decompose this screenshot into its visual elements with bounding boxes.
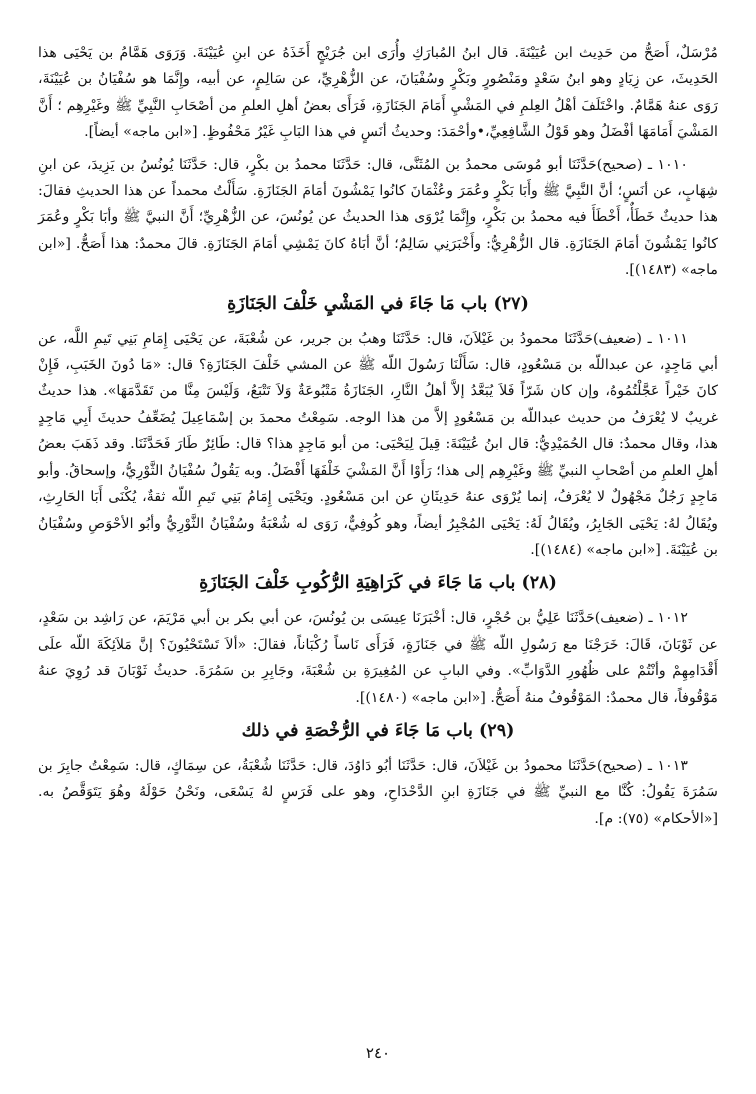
- paragraph-hadith-1012: ١٠١٢ ـ (ضعيف)حَدَّثَنَا عَلِيُّ بن حُجْرٍ، قال: أخْبَرَنَا عِيسَى بن يُونُسَ، عن أبي بكر بن أبي مَرْيَمَ، عن رَاشِد بن سَعْدٍ، عن ثَوْبَانَ، قَالَ: خَرَجْنَا مع رَسُولِ اللّه ﷺ في جَنَازَةٍ، فَرَأَى نَاساً رُكْبَاناً، فقالَ: «ألاَ تَسْتَحْيُونَ؟ إنَّ مَلاَئِكَةَ اللّه علَى أَقْدَامِهِمْ وأنْتُمْ على ظُهُورِ الدَّوَابِّ». وفي البابِ عن المُغِيرَةِ بن شُعْبَةَ، وجَابِرِ بن سَمُرَةَ. حديثُ ثَوْبَانَ قد رُوِيَ عنهُ مَوْقُوفاً، قال محمدٌ: المَوْقُوفُ منهُ أَصَحُّ. [«ابن ماجه» (١٤٨٠)].: [38, 610, 718, 706]
- paragraph-hadith-1011: ١٠١١ ـ (ضعيف)حَدَّثَنَا محمودُ بن غَيْلاَنَ، قال: حَدَّثَنَا وهبُ بن جرير، عن شُعْبَةَ، عن يَحْيَى إِمَامِ بَنِي تَيمِ اللَّه، عن أبي مَاجِدٍ، عن عبداللّه بن مَسْعُودٍ، قال: سَأَلْنَا رَسُولَ اللّه ﷺ عن المشي خَلْفَ الجَنَازَةِ؟ قال: «مَا دُونَ الخَبَبِ، فَإِنْ كانَ خَيْراً عَجَّلْتُمُوهُ، وإن كان شَرّاً فَلاَ يُبَعَّدُ إلاَّ أهلُ النَّارِ، الجَنَازَةُ مَتْبُوعَةٌ وَلاَ تَتْبَعُ، وَلَيْسَ مِنَّا من تَقَدَّمَهَا». هذا حديثٌ غريبٌ لا يُعْرَفُ من حديث عبداللّه بن مَسْعُودٍ إلاَّ من هذا الوجه. سَمِعْتُ محمدَ بن إسْمَاعِيلَ يُضَعِّفُ حديثَ أَبِي مَاجِدٍ هذا، وقال محمدٌ: قال الحُمَيْدِيُّ: قال ابنُ عُيَيْنَةَ: قِيلَ لِيَحْيَى: من أبو مَاجِدٍ هذا؟ قال: طَائِرٌ طَارَ فَحَدَّثَنَا. وقد ذَهَبَ بعضُ أهلِ العلمِ من أصْحابِ النبيِّ ﷺ وغَيْرِهِم إلى هذا؛ رَأَوْا أَنَّ المَشْيَ خَلْفَهَا أَفْضَلُ. وبه يَقُولُ سُفْيَانُ الثَّوْرِيُّ، وإسحاقُ. وأبو مَاجِدٍ رَجُلٌ مَجْهُولٌ لا يُعْرَفُ، إنما يُرْوَى عنهُ حَدِيثَانِ عن ابن مَسْعُودٍ. ويَحْيَى إِمَامُ بَنِي تَيمِ اللّه ثقةٌ، يُكْنَى أَبَا الحَارِثِ، ويُقَالُ لهُ: يَحْيَى الجَابِرُ، ويُقَالُ لَهُ: يَحْيَى المُجْبِرُ أيضاً، وهو كُوفِيٌّ، رَوَى له شُعْبَةُ وسُفْيَانُ الثَّوْرِيُّ وأبُو الأحْوَصِ وسُفْيَانُ بن عُيَيْنَةَ. [«ابن ماجه» (١٤٨٤)].: [38, 330, 718, 558]
- paragraph-hadith-1009-continued: مُرْسَلٌ، أَصَحُّ من حَدِيث ابن عُيَيْنَةَ. قال ابنُ المُبارَكِ وأُرَى ابن جُرَيْجٍ أَخَذَهُ عن ابنِ عُيَيْنَةَ. وَرَوَى هَمَّامُ بن يَحْيَى هذا الحَدِيثَ، عن زِيَادٍ وهو ابنُ سَعْدٍ ومَنْصُورٍ وبَكْرٍ وسُفْيَانَ، عن الزُّهْرِيِّ، عن سَالِمٍ، عن أبيه، وإِنَّمَا هو سُفْيَانُ بن عُيَيْنَةَ، رَوَى عنهُ هَمَّامٌ. واخْتَلَفَ أهْلُ العِلمِ في المَشْيِ أَمَامَ الجَنَازَةِ، فَرَأَى بعضُ أهلِ العلمِ من أصْحَابِ النَّبِيِّ ﷺ وغَيْرِهِم ؛ أَنَّ المَشْيَ أَمَامَهَا أفْضَلُ وهو قَوْلُ الشَّافِعِيِّ،•وأحْمَدَ: وحديثُ أنَسٍ في هذا البَابِ غَيْرُ مَحْفُوظٍ. [«ابن ماجه» أيضاً].: [38, 45, 718, 141]
- page-content: [38, 40, 718, 832]
- page-number: ٢٤٠: [365, 1044, 391, 1062]
- chapter-heading-29: (٢٩) باب مَا جَاءَ في الرُّخْصَةِ في ذلك: [241, 720, 515, 741]
- chapter-heading-28: (٢٨) باب مَا جَاءَ في كَرَاهِيَةِ الرُّكُوبِ خَلْفَ الجَنَازَةِ: [199, 573, 557, 594]
- paragraph-hadith-1010: ١٠١٠ ـ (صحيح)حَدَّثَنَا أبو مُوسَى محمدُ بن المُثَنَّى، قال: حَدَّثَنَا محمدُ بن بكْرٍ، قال: حَدَّثَنَا يُونُسُ بن يَزِيدَ، عن ابنِ شِهَابٍ، عن أنَسٍ؛ أنَّ النَّبِيَّ ﷺ وأَبَا بَكْرٍ وعُمَرَ وعُثْمَانَ كانُوا يَمْشُونَ أمَامَ الجَنَازَةِ. سَأَلْتُ محمداً عن هذا الحديثِ فقالَ: هذا حديثٌ خَطَأٌ، أَخْطَأَ فيه محمدُ بن بَكْرٍ، وإِنَّمَا يُرْوَى هذا الحديثُ عن يُونُسَ، عن الزُّهْرِيِّ؛ أَنَّ النبيَّ ﷺ وأبَا بَكْرٍ وعُمَرَ كانُوا يَمْشُونَ أمَامَ الجَنَازَةِ. قال الزُّهْرِيُّ: وأَخْبَرَنِي سَالِمٌ؛ أنَّ أبَاهُ كانَ يَمْشِي أمَامَ الجَنَازَةِ. قالَ محمدٌ: هذا أَصَحُّ. [«ابن ماجه» (١٤٨٣)].: [38, 156, 718, 279]
- paragraph-hadith-1013: ١٠١٣ ـ (صحيح)حَدَّثَنَا محمودُ بن غَيْلاَنَ، قال: حَدَّثَنَا أبُو دَاوُدَ، قال: حَدَّثَنَا شُعْبَةُ، عن سِمَاكٍ، قال: سَمِعْتُ جابِرَ بن سَمُرَةَ يَقُولُ: كُنَّا مع النبيِّ ﷺ في جَنَازَةِ ابنِ الدَّحْدَاحِ، وهو على فَرَسٍ لهُ يَسْعَى، ونَحْنُ حَوْلَهُ وهُوَ يَتَوَقَّصُ به. [«الأحكام» (٧٥): م].: [38, 757, 718, 827]
- chapter-heading-27: (٢٧) باب مَا جَاءَ في المَشْيِ خَلْفَ الجَنَازَةِ: [227, 293, 529, 314]
